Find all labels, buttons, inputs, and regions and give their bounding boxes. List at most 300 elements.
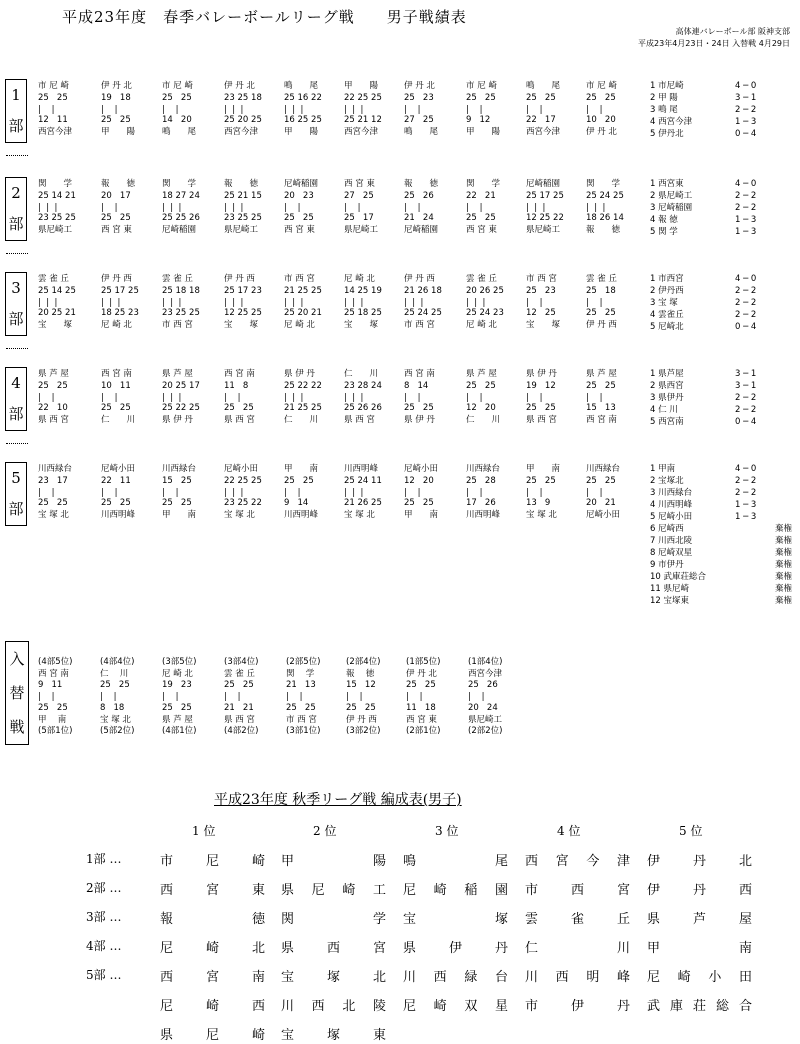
team-char: 塚 bbox=[494, 912, 508, 927]
set-score: 25 14 25 bbox=[38, 286, 76, 296]
set-score: 25 28 bbox=[466, 476, 496, 486]
team-char: 雲 bbox=[525, 912, 539, 927]
score-divider: | | bbox=[101, 105, 118, 115]
set-score: 20 26 25 bbox=[466, 286, 504, 296]
team-char: 北 bbox=[342, 999, 356, 1014]
opponent-name: 報 徳 bbox=[586, 225, 621, 235]
team-char: 崎 bbox=[205, 941, 219, 956]
team-char: 崎 bbox=[251, 854, 265, 869]
team-char: 宮 bbox=[372, 941, 386, 956]
score-divider: | | bbox=[406, 691, 423, 702]
set-score: 25 25 bbox=[526, 403, 556, 413]
opponent-name: 県 西 宮 bbox=[526, 415, 557, 425]
score-divider: | | | bbox=[344, 488, 364, 498]
playoff-team: 報 徳 bbox=[346, 668, 375, 679]
team-char: 合 bbox=[738, 999, 752, 1014]
standing-record: 4 ─ 0 bbox=[735, 464, 757, 474]
score-divider: | | | bbox=[224, 298, 244, 308]
playoff-team: 尼 崎 北 bbox=[162, 668, 193, 679]
set-score: 20 23 bbox=[284, 191, 314, 201]
playoff-rank: (2部2位) bbox=[468, 726, 503, 736]
team-name: 市 尼 崎 bbox=[586, 81, 617, 91]
playoff-label bbox=[5, 641, 29, 745]
set-score: 25 25 bbox=[586, 381, 616, 391]
team-char: 庫 bbox=[669, 999, 683, 1014]
score-divider: | | bbox=[38, 393, 55, 403]
opponent-name: 県 西 宮 bbox=[344, 415, 375, 425]
set-score: 25 25 bbox=[38, 93, 68, 103]
opponent-name: 尼 崎 北 bbox=[101, 320, 132, 330]
standing-team: 4 仁 川 bbox=[650, 405, 678, 415]
set-score: 15 13 bbox=[586, 403, 616, 413]
standing-team: 3 県伊丹 bbox=[650, 393, 684, 403]
team-char: 南 bbox=[738, 941, 752, 956]
opponent-name: 県 伊 丹 bbox=[162, 415, 193, 425]
fall-team bbox=[160, 879, 265, 898]
forfeit-mark: 棄権 bbox=[775, 596, 793, 606]
standing-team: 1 市尼崎 bbox=[650, 81, 684, 91]
score-divider: | | bbox=[404, 105, 421, 115]
set-score: 25 25 bbox=[101, 403, 131, 413]
opponent-name: 尼 崎 北 bbox=[466, 320, 497, 330]
division-label bbox=[5, 272, 27, 336]
rank-header: 3 位 bbox=[435, 824, 459, 838]
set-score: 25 25 26 bbox=[162, 213, 200, 223]
team-name: 関 学 bbox=[466, 179, 501, 189]
team-name: 雲 雀 丘 bbox=[162, 274, 193, 284]
opponent-name: 尼崎稲園 bbox=[404, 225, 439, 235]
standing-team: 4 雲雀丘 bbox=[650, 310, 684, 320]
fall-team bbox=[160, 1024, 265, 1043]
opponent-name: 西宮今津 bbox=[224, 127, 259, 137]
score-divider: | | bbox=[526, 298, 543, 308]
score-divider: | | | bbox=[38, 203, 58, 213]
set-score: 23 25 18 bbox=[224, 93, 262, 103]
team-char: 崎 bbox=[342, 883, 356, 898]
fall-team bbox=[403, 879, 508, 898]
team-char: 徳 bbox=[251, 912, 265, 927]
fall-team bbox=[525, 850, 630, 869]
set-score: 23 25 25 bbox=[38, 213, 76, 223]
team-char: 総 bbox=[715, 999, 729, 1014]
score-divider: | | bbox=[466, 393, 483, 403]
playoff-rank: (4部5位) bbox=[38, 657, 73, 667]
team-char: 甲 bbox=[647, 941, 661, 956]
set-score: 25 25 bbox=[466, 213, 496, 223]
fall-team bbox=[525, 966, 630, 985]
fall-team bbox=[403, 995, 508, 1014]
forfeit-team: 9 市伊丹 bbox=[650, 560, 684, 570]
opponent-name: 県 伊 丹 bbox=[404, 415, 435, 425]
team-char: 尾 bbox=[494, 854, 508, 869]
score-divider: | | bbox=[101, 393, 118, 403]
team-char: 西 bbox=[251, 999, 265, 1014]
set-score: 12 20 bbox=[466, 403, 496, 413]
team-char: 北 bbox=[372, 970, 386, 985]
standing-team: 5 尼崎小田 bbox=[650, 512, 693, 522]
team-char: 伊 bbox=[448, 941, 462, 956]
score-divider: | | | bbox=[284, 298, 304, 308]
team-char: 丹 bbox=[692, 883, 706, 898]
set-score: 22 21 bbox=[466, 191, 496, 201]
set-score: 10 11 bbox=[101, 381, 131, 391]
team-char: 宝 bbox=[281, 970, 295, 985]
team-char: 市 bbox=[525, 999, 539, 1014]
set-score: 21 25 25 bbox=[284, 286, 322, 296]
score-divider: | | bbox=[586, 105, 603, 115]
set-score: 19 12 bbox=[526, 381, 556, 391]
fall-team bbox=[160, 966, 265, 985]
team-char: 県 bbox=[281, 941, 295, 956]
set-score: 25 25 bbox=[404, 403, 434, 413]
team-char: 芦 bbox=[692, 912, 706, 927]
set-score: 25 24 23 bbox=[466, 308, 504, 318]
team-char: 県 bbox=[647, 912, 661, 927]
opponent-name: 伊 丹 北 bbox=[586, 127, 617, 137]
fall-row bbox=[0, 879, 800, 899]
fall-team bbox=[281, 908, 386, 927]
team-char: 尼 bbox=[160, 941, 174, 956]
set-score: 25 23 bbox=[526, 286, 556, 296]
team-char: 丹 bbox=[616, 999, 630, 1014]
team-char: 県 bbox=[281, 883, 295, 898]
opponent-name: 県 西 宮 bbox=[224, 415, 255, 425]
team-name: 伊 丹 北 bbox=[101, 81, 132, 91]
set-score: 8 14 bbox=[404, 381, 429, 391]
set-score: 18 25 23 bbox=[101, 308, 139, 318]
team-name: 伊 丹 西 bbox=[224, 274, 255, 284]
playoff-rank: (5部1位) bbox=[38, 726, 73, 736]
team-char: 宮 bbox=[555, 854, 569, 869]
team-char: 宮 bbox=[616, 883, 630, 898]
set-score: 19 23 bbox=[162, 680, 192, 690]
team-char: 尼 bbox=[311, 883, 325, 898]
forfeit-team: 12 宝塚東 bbox=[650, 596, 690, 606]
opponent-name: 県 西 宮 bbox=[38, 415, 69, 425]
team-name: 県 芦 屋 bbox=[162, 369, 193, 379]
score-divider: | | | bbox=[162, 203, 182, 213]
score-divider: | | | bbox=[284, 105, 304, 115]
team-name: 関 学 bbox=[586, 179, 621, 189]
standing-record: 1 ─ 3 bbox=[735, 227, 757, 237]
team-name: 報 徳 bbox=[404, 179, 439, 189]
set-score: 11 8 bbox=[224, 381, 249, 391]
team-name: 尼崎稲園 bbox=[526, 179, 561, 189]
standing-record: 3 ─ 1 bbox=[735, 93, 757, 103]
score-divider: | | bbox=[284, 203, 301, 213]
standing-team: 5 西宮南 bbox=[650, 417, 684, 427]
set-score: 25 25 bbox=[100, 680, 130, 690]
fall-team bbox=[281, 937, 386, 956]
team-name: 川西緑台 bbox=[466, 464, 501, 474]
forfeit-mark: 棄権 bbox=[775, 584, 793, 594]
team-char: 南 bbox=[251, 970, 265, 985]
team-name: 鳴 尾 bbox=[284, 81, 319, 91]
team-char: 崎 bbox=[433, 999, 447, 1014]
standing-record: 3 ─ 1 bbox=[735, 381, 757, 391]
team-char: 県 bbox=[403, 941, 417, 956]
score-divider: | | bbox=[468, 691, 485, 702]
organizer-info bbox=[638, 26, 790, 50]
forfeit-team: 8 尼崎双星 bbox=[650, 548, 693, 558]
standing-team: 4 報 徳 bbox=[650, 215, 678, 225]
score-divider: | | bbox=[466, 488, 483, 498]
team-char: 西 bbox=[570, 883, 584, 898]
set-score: 22 11 bbox=[101, 476, 131, 486]
team-char: 鳴 bbox=[403, 854, 417, 869]
playoff-team: 関 学 bbox=[286, 668, 315, 679]
score-divider: | | | bbox=[586, 203, 606, 213]
team-name: 市 西 宮 bbox=[284, 274, 315, 284]
team-char: 川 bbox=[525, 970, 539, 985]
team-name: 伊 丹 西 bbox=[101, 274, 132, 284]
set-score: 15 25 bbox=[162, 476, 192, 486]
set-score: 11 18 bbox=[406, 703, 436, 713]
set-score: 25 17 25 bbox=[101, 286, 139, 296]
fall-team bbox=[647, 966, 752, 985]
team-char: 丹 bbox=[494, 941, 508, 956]
playoff-rank: (1部5位) bbox=[406, 657, 441, 667]
opponent-name: 宝 塚 北 bbox=[38, 510, 69, 520]
standing-team: 2 県西宮 bbox=[650, 381, 684, 391]
score-divider: | | bbox=[162, 488, 179, 498]
standing-record: 1 ─ 3 bbox=[735, 512, 757, 522]
division-label-char: 部 bbox=[8, 117, 24, 135]
score-divider: | | | bbox=[162, 298, 182, 308]
set-score: 21 21 bbox=[224, 703, 254, 713]
playoff-rank: (2部5位) bbox=[286, 657, 321, 667]
set-score: 25 25 bbox=[101, 213, 131, 223]
fall-team bbox=[647, 879, 752, 898]
set-score: 12 11 bbox=[38, 115, 68, 125]
division-separator bbox=[6, 253, 28, 254]
standing-record: 2 ─ 2 bbox=[735, 286, 757, 296]
team-char: 川 bbox=[281, 999, 295, 1014]
set-score: 25 25 bbox=[586, 93, 616, 103]
set-score: 22 25 25 bbox=[344, 93, 382, 103]
opponent-name: 川西明峰 bbox=[284, 510, 319, 520]
team-char: 稲 bbox=[464, 883, 478, 898]
standing-record: 4 ─ 0 bbox=[735, 179, 757, 189]
playoff-team: 西宮今津 bbox=[468, 668, 503, 679]
set-score: 25 25 bbox=[38, 381, 68, 391]
score-divider: | | bbox=[466, 203, 483, 213]
opponent-name: 仁 川 bbox=[466, 415, 501, 425]
playoff-rank: (3部2位) bbox=[346, 726, 381, 736]
team-char: 西 bbox=[738, 883, 752, 898]
set-score: 25 24 11 bbox=[344, 476, 382, 486]
team-char: 尼 bbox=[205, 854, 219, 869]
playoff-team: 仁 川 bbox=[100, 668, 129, 679]
set-score: 21 25 25 bbox=[284, 403, 322, 413]
set-score: 25 25 bbox=[466, 93, 496, 103]
score-divider: | | | bbox=[344, 105, 364, 115]
set-score: 25 24 25 bbox=[404, 308, 442, 318]
set-score: 21 26 18 bbox=[404, 286, 442, 296]
opponent-name: 宝 塚 北 bbox=[526, 510, 557, 520]
team-char: 川 bbox=[403, 970, 417, 985]
standing-team: 2 伊丹西 bbox=[650, 286, 684, 296]
set-score: 25 22 25 bbox=[162, 403, 200, 413]
division-label-char: 2 bbox=[11, 184, 21, 202]
team-char: 仁 bbox=[525, 941, 539, 956]
set-score: 25 17 23 bbox=[224, 286, 262, 296]
team-char: 西 bbox=[326, 941, 340, 956]
team-char: 雀 bbox=[570, 912, 584, 927]
fall-division-label: 5部 … bbox=[86, 968, 122, 982]
standing-team: 2 甲 陽 bbox=[650, 93, 678, 103]
playoff-team: 県 芦 屋 bbox=[162, 714, 193, 725]
team-char: 緑 bbox=[464, 970, 478, 985]
division-separator bbox=[6, 443, 28, 444]
fall-division-label: 4部 … bbox=[86, 939, 122, 953]
playoff-rank: (2部4位) bbox=[346, 657, 381, 667]
team-char: 崎 bbox=[205, 999, 219, 1014]
score-divider: | | bbox=[346, 691, 363, 702]
team-char: 丘 bbox=[616, 912, 630, 927]
team-char: 陵 bbox=[372, 999, 386, 1014]
set-score: 25 25 bbox=[526, 93, 556, 103]
score-divider: | | bbox=[586, 393, 603, 403]
team-name: 県 芦 屋 bbox=[586, 369, 617, 379]
opponent-name: 宝 塚 bbox=[224, 320, 259, 330]
score-divider: | | bbox=[38, 691, 55, 702]
team-char: 西 bbox=[525, 854, 539, 869]
score-divider: | | bbox=[100, 691, 117, 702]
team-char: 尼 bbox=[160, 999, 174, 1014]
opponent-name: 西 宮 南 bbox=[586, 415, 617, 425]
team-char: 今 bbox=[586, 854, 600, 869]
team-name: 川西緑台 bbox=[586, 464, 621, 474]
opponent-name: 甲 陽 bbox=[284, 127, 319, 137]
set-score: 16 25 25 bbox=[284, 115, 322, 125]
set-score: 23 25 22 bbox=[224, 498, 262, 508]
set-score: 25 24 25 bbox=[586, 191, 624, 201]
set-score: 25 16 22 bbox=[284, 93, 322, 103]
set-score: 25 25 bbox=[586, 476, 616, 486]
set-score: 25 18 25 bbox=[344, 308, 382, 318]
score-divider: | | bbox=[101, 488, 118, 498]
opponent-name: 宝 塚 北 bbox=[344, 510, 375, 520]
team-name: 仁 川 bbox=[344, 369, 379, 379]
opponent-name: 鳴 尾 bbox=[162, 127, 197, 137]
team-name: 報 徳 bbox=[224, 179, 259, 189]
score-divider: | | | bbox=[224, 203, 244, 213]
team-char: 西 bbox=[160, 883, 174, 898]
team-name: 尼崎小田 bbox=[101, 464, 136, 474]
playoff-team: 伊 丹 北 bbox=[406, 668, 437, 679]
team-char: 伊 bbox=[647, 854, 661, 869]
score-divider: | | bbox=[38, 105, 55, 115]
team-char: 東 bbox=[251, 883, 265, 898]
standing-record: 0 ─ 4 bbox=[735, 322, 757, 332]
standing-record: 3 ─ 1 bbox=[735, 369, 757, 379]
team-char: 西 bbox=[433, 970, 447, 985]
set-score: 18 26 14 bbox=[586, 213, 624, 223]
playoff-team: 西 宮 東 bbox=[406, 714, 437, 725]
date-line: 平成23年4月23日・24日 入替戦 4月29日 bbox=[638, 39, 790, 48]
forfeit-mark: 棄権 bbox=[775, 548, 793, 558]
opponent-name: 西宮今津 bbox=[344, 127, 379, 137]
team-char: 学 bbox=[372, 912, 386, 927]
set-score: 25 25 bbox=[466, 381, 496, 391]
opponent-name: 仁 川 bbox=[284, 415, 319, 425]
set-score: 25 21 15 bbox=[224, 191, 262, 201]
set-score: 25 25 bbox=[162, 498, 192, 508]
set-score: 23 25 25 bbox=[224, 213, 262, 223]
set-score: 9 11 bbox=[38, 680, 63, 690]
set-score: 25 20 21 bbox=[284, 308, 322, 318]
playoff-rank: (3部1位) bbox=[286, 726, 321, 736]
playoff-rank: (3部4位) bbox=[224, 657, 259, 667]
playoff-rank: (1部4位) bbox=[468, 657, 503, 667]
opponent-name: 市 西 宮 bbox=[404, 320, 435, 330]
playoff-team: 県 西 宮 bbox=[224, 714, 255, 725]
team-char: 田 bbox=[738, 970, 752, 985]
score-divider: | | bbox=[224, 393, 241, 403]
team-char: 丹 bbox=[692, 854, 706, 869]
team-name: 市 西 宮 bbox=[526, 274, 557, 284]
standing-team: 5 尼崎北 bbox=[650, 322, 684, 332]
fall-team bbox=[647, 995, 752, 1014]
set-score: 21 26 25 bbox=[344, 498, 382, 508]
team-char: 尼 bbox=[205, 1028, 219, 1043]
team-char: 明 bbox=[586, 970, 600, 985]
team-char: 宝 bbox=[403, 912, 417, 927]
fall-team bbox=[525, 995, 630, 1014]
team-char: 川 bbox=[616, 941, 630, 956]
division-label-char: 部 bbox=[8, 405, 24, 423]
division-separator bbox=[6, 348, 28, 349]
playoff-label-char: 替 bbox=[9, 684, 25, 702]
opponent-name: 甲 南 bbox=[404, 510, 439, 520]
team-name: 尼 崎 北 bbox=[344, 274, 375, 284]
forfeit-mark: 棄権 bbox=[775, 524, 793, 534]
fall-team bbox=[525, 937, 630, 956]
set-score: 25 23 bbox=[404, 93, 434, 103]
set-score: 25 26 bbox=[404, 191, 434, 201]
set-score: 25 25 bbox=[162, 93, 192, 103]
team-name: 甲 南 bbox=[526, 464, 561, 474]
fall-team bbox=[403, 850, 508, 869]
fall-team bbox=[281, 850, 386, 869]
playoff-rank: (2部1位) bbox=[406, 726, 441, 736]
team-char: 津 bbox=[616, 854, 630, 869]
division-label bbox=[5, 367, 27, 431]
fall-team bbox=[160, 937, 265, 956]
score-divider: | | bbox=[466, 105, 483, 115]
set-score: 25 20 25 bbox=[224, 115, 262, 125]
opponent-name: 川西明峰 bbox=[101, 510, 136, 520]
division-label-char: 1 bbox=[11, 86, 21, 104]
score-divider: | | bbox=[162, 105, 179, 115]
opponent-name: 県尼崎工 bbox=[38, 225, 73, 235]
playoff-label-char: 入 bbox=[9, 650, 25, 668]
score-divider: | | | bbox=[224, 105, 244, 115]
team-char: 屋 bbox=[738, 912, 752, 927]
set-score: 14 20 bbox=[162, 115, 192, 125]
team-char: 伊 bbox=[647, 883, 661, 898]
set-score: 25 25 bbox=[526, 476, 556, 486]
score-divider: | | | bbox=[224, 488, 244, 498]
score-divider: | | bbox=[586, 488, 603, 498]
set-score: 19 18 bbox=[101, 93, 131, 103]
fall-team bbox=[525, 908, 630, 927]
team-char: 崎 bbox=[433, 883, 447, 898]
team-char: 工 bbox=[372, 883, 386, 898]
standing-team: 3 鳴 尾 bbox=[650, 105, 678, 115]
set-score: 25 18 18 bbox=[162, 286, 200, 296]
